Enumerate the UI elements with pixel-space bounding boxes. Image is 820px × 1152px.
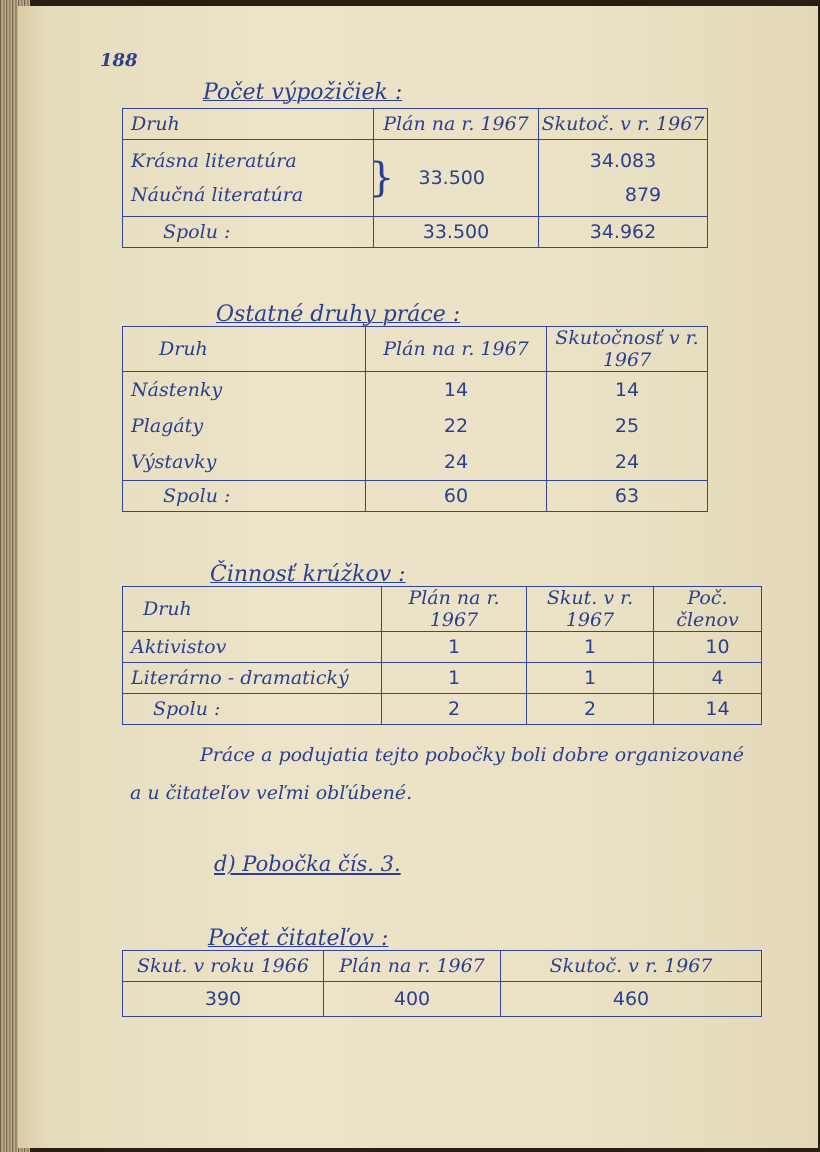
plan-cell [366, 372, 547, 481]
total-clenov: 14 [654, 694, 762, 725]
row-druh: Plagáty [131, 415, 204, 437]
loans-actual-cell [539, 140, 708, 217]
section1-title: Počet výpožičiek : [203, 80, 403, 105]
other-work-table [122, 326, 708, 512]
value-skut-1967: 460 [501, 982, 762, 1017]
row-druh: Nástenky [131, 379, 223, 401]
header-druh: Druh [123, 327, 366, 372]
row-plan: 14 [443, 379, 469, 401]
header-plan: Plán na r. 1967 [374, 109, 539, 140]
types-cell [123, 372, 366, 481]
row-druh: Výstavky [131, 451, 217, 473]
row-plan: 1 [382, 632, 527, 663]
row-skut: 1 [527, 632, 654, 663]
plan-combined-value: 33.500 [418, 167, 485, 189]
total-plan: 60 [366, 481, 547, 512]
row-skut: 1 [527, 663, 654, 694]
row-plan: 24 [443, 451, 469, 473]
total-plan: 33.500 [374, 217, 539, 248]
total-skut: 2 [527, 694, 654, 725]
section2-title: Ostatné druhy práce : [216, 302, 461, 327]
header-plan-1967: Plán na r. 1967 [324, 951, 501, 982]
clubs-table [122, 586, 762, 725]
header-skut-1966: Skut. v roku 1966 [123, 951, 324, 982]
total-label: Spolu : [123, 481, 366, 512]
row-skut: 24 [614, 451, 640, 473]
value-skut-1966: 390 [123, 982, 324, 1017]
row-skut: 879 [624, 184, 662, 206]
row-clenov: 4 [654, 663, 762, 694]
grouping-brace: } [369, 155, 395, 201]
header-skut: Skutočnosť v r. 1967 [547, 327, 708, 372]
header-skut: Skut. v r. 1967 [527, 587, 654, 632]
header-skut: Skutoč. v r. 1967 [539, 109, 708, 140]
readers-table [122, 950, 762, 1017]
row-plan: 22 [443, 415, 469, 437]
total-label: Spolu : [123, 694, 382, 725]
header-druh: Druh [123, 109, 374, 140]
row-druh: Aktivistov [123, 632, 382, 663]
row-druh: Literárno - dramatický [123, 663, 382, 694]
actual-cell [547, 372, 708, 481]
row-druh: Krásna literatúra [131, 150, 297, 172]
total-skut: 63 [547, 481, 708, 512]
row-skut: 34.083 [589, 150, 657, 172]
row-skut: 25 [614, 415, 640, 437]
header-skut-1967: Skutoč. v r. 1967 [501, 951, 762, 982]
branch-subheading: d) Pobočka čís. 3. [214, 852, 401, 876]
paragraph-line-2: a u čitateľov veľmi obľúbené. [130, 782, 413, 804]
row-plan: 1 [382, 663, 527, 694]
total-label: Spolu : [123, 217, 374, 248]
row-skut: 14 [614, 379, 640, 401]
loans-table [122, 108, 708, 248]
section4-title: Počet čitateľov : [208, 926, 389, 951]
value-plan-1967: 400 [324, 982, 501, 1017]
section3-title: Činnosť krúžkov : [210, 562, 406, 587]
header-plan: Plán na r. 1967 [366, 327, 547, 372]
row-druh: Náučná literatúra [131, 184, 304, 206]
header-plan: Plán na r. 1967 [382, 587, 527, 632]
notebook-page [18, 6, 818, 1148]
row-clenov: 10 [654, 632, 762, 663]
total-plan: 2 [382, 694, 527, 725]
total-skut: 34.962 [539, 217, 708, 248]
loans-types-cell [123, 140, 374, 217]
header-druh: Druh [123, 587, 382, 632]
header-clenov: Poč. členov [654, 587, 762, 632]
loans-plan-cell [369, 140, 539, 217]
page-number: 188 [100, 50, 138, 71]
paragraph-line-1: Práce a podujatia tejto pobočky boli dobre organizované [200, 744, 745, 766]
